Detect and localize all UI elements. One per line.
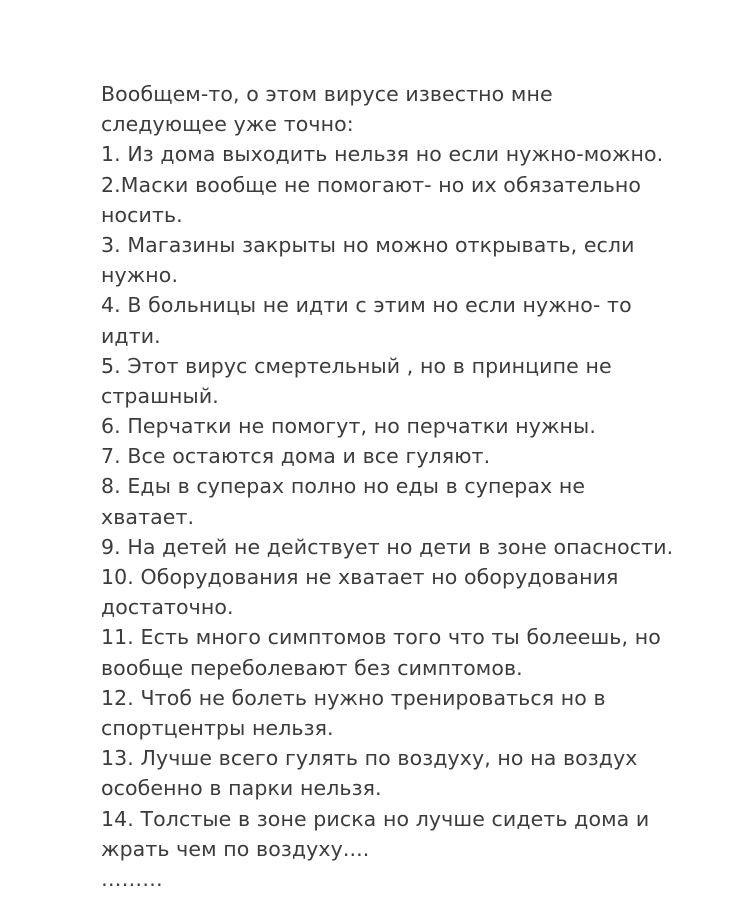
text-line: страшный. [101,383,219,408]
list-item: 3. Магазины закрыты но можно открывать, если [101,232,635,257]
text-line: хватает. [101,504,195,529]
list-item: 4. В больницы не идти с этим но если нужно- то [101,293,632,318]
list-item: 2.Маски вообще не помогают- но их обязательно [101,172,642,197]
list-item: 5. Этот вирус смертельный , но в принципе не [101,353,612,378]
text-line: спортцентры нельзя. [101,715,334,740]
list-item: 10. Оборудования не хватает но оборудования [101,565,619,589]
ellipsis-line: ……… [101,866,163,891]
text-line: достаточно. [101,595,234,620]
list-item: 13. Лучше всего гулять по воздуху, но на воздух [101,746,638,771]
list-item: 11. Есть много симптомов того что ты болеешь, но [101,625,661,650]
list-item: 9. На детей не действует но дети в зоне опасности. [101,534,674,559]
list-item: 8. Еды в суперах полно но еды в суперах не [101,474,586,499]
list-item: 14. Толстые в зоне риска но лучше сидеть дома и [101,806,650,831]
text-block [101,79,721,894]
list-item: 7. Все остаются дома и все гуляют. [101,444,491,469]
list-item: 12. Чтоб не болеть нужно тренироваться но в [101,685,606,710]
text-line: следующее уже точно: [101,112,354,137]
list-item: 6. Перчатки не помогут, но перчатки нужны. [101,414,596,439]
text-line: жрать чем по воздуху.... [101,836,370,861]
list-item: 1. Из дома выходить нельзя но если нужно-можно. [101,142,664,167]
text-line: носить. [101,202,183,227]
text-line: нужно. [101,263,179,288]
text-line: особенно в парки нельзя. [101,776,382,801]
text-line: вообще переболевают без симптомов. [101,655,523,680]
text-line: Вообщем-то, о этом вирусе известно мне [101,82,553,106]
text-line: идти. [101,323,161,348]
